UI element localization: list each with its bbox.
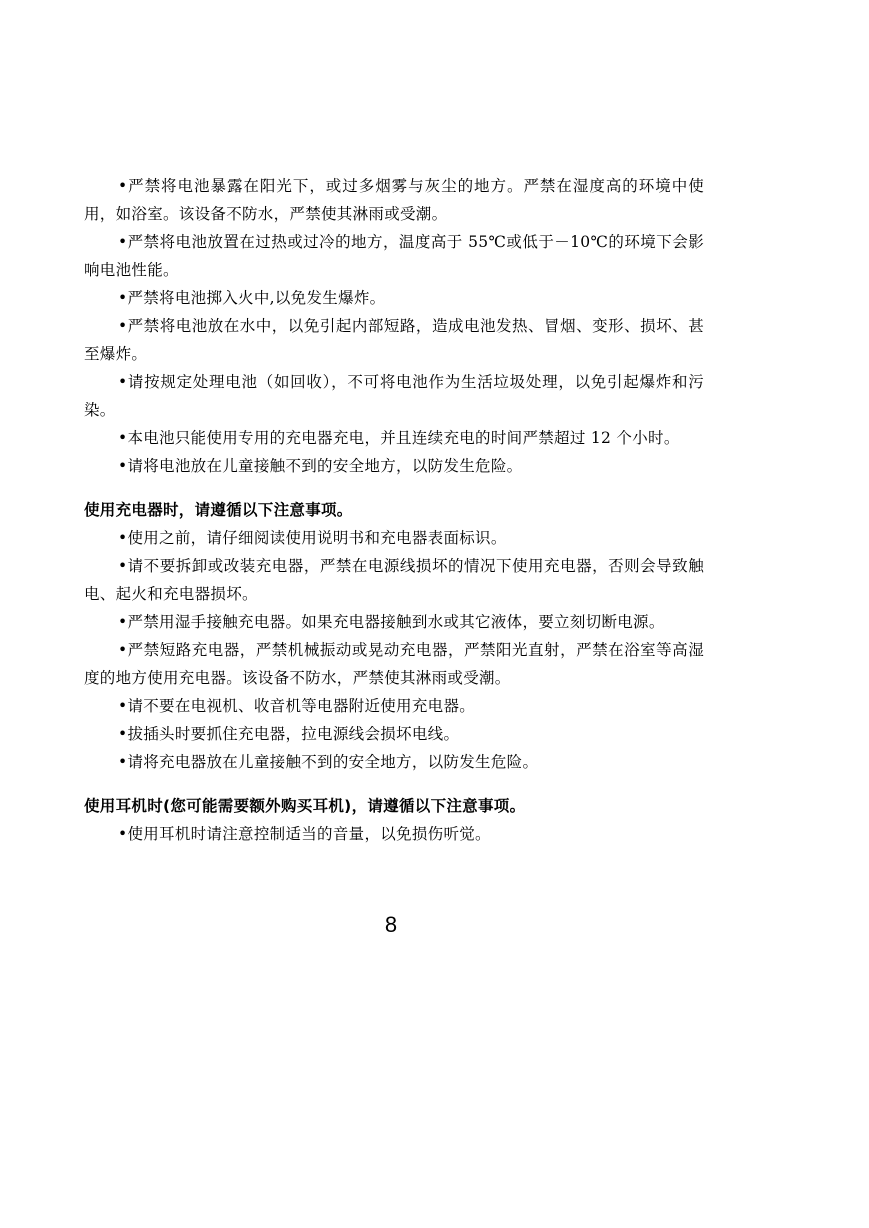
earphone-section-heading: 使用耳机时(您可能需要额外购买耳机)，请遵循以下注意事项。 (84, 797, 526, 815)
charger-section-heading: 使用充电器时，请遵循以下注意事项。 (84, 501, 353, 519)
battery-warning-charging: •本电池只能使用专用的充电器充电，并且连续充电的时间严禁超过 12 个小时。 (118, 429, 680, 447)
charger-warning-electronics: •请不要在电视机、收音机等电器附近使用充电器。 (118, 697, 476, 715)
battery-warning-temperature: •严禁将电池放置在过热或过冷的地方，温度高于 55℃或低于－10℃的环境下会影响电池性能。 (84, 233, 704, 279)
charger-warning-wet-hands: •严禁用湿手接触充电器。如果充电器接触到水或其它液体，要立刻切断电源。 (118, 613, 665, 631)
battery-warning-fire: •严禁将电池掷入火中,以免发生爆炸。 (118, 289, 386, 307)
battery-warning-sunlight: •严禁将电池暴露在阳光下，或过多烟雾与灰尘的地方。严禁在湿度高的环境中使用，如浴室。该设备不防水，严禁使其淋雨或受潮。 (84, 177, 704, 223)
charger-warning-manual: •使用之前，请仔细阅读使用说明书和充电器表面标识。 (118, 529, 507, 547)
battery-warning-water: •严禁将电池放在水中，以免引起内部短路，造成电池发热、冒烟、变形、损坏、甚至爆炸。 (84, 317, 704, 363)
charger-warning-disassemble: •请不要拆卸或改装充电器，严禁在电源线损坏的情况下使用充电器，否则会导致触电、起火和充电器损坏。 (84, 557, 704, 603)
battery-warning-disposal: •请按规定处理电池（如回收），不可将电池作为生活垃圾处理，以免引起爆炸和污染。 (84, 373, 704, 419)
page-content (84, 172, 704, 848)
page-number: 8 (384, 912, 398, 937)
charger-warning-plug: •拔插头时要抓住充电器，拉电源线会损坏电线。 (118, 725, 460, 743)
charger-warning-children: •请将充电器放在儿童接触不到的安全地方，以防发生危险。 (118, 753, 539, 771)
earphone-warning-volume: •使用耳机时请注意控制适当的音量，以免损伤听觉。 (118, 825, 491, 843)
battery-warning-children: •请将电池放在儿童接触不到的安全地方，以防发生危险。 (118, 457, 523, 475)
charger-warning-short-circuit: •严禁短路充电器，严禁机械振动或晃动充电器，严禁阳光直射，严禁在浴室等高湿度的地方使用充电器。该设备不防水，严禁使其淋雨或受潮。 (84, 641, 704, 687)
